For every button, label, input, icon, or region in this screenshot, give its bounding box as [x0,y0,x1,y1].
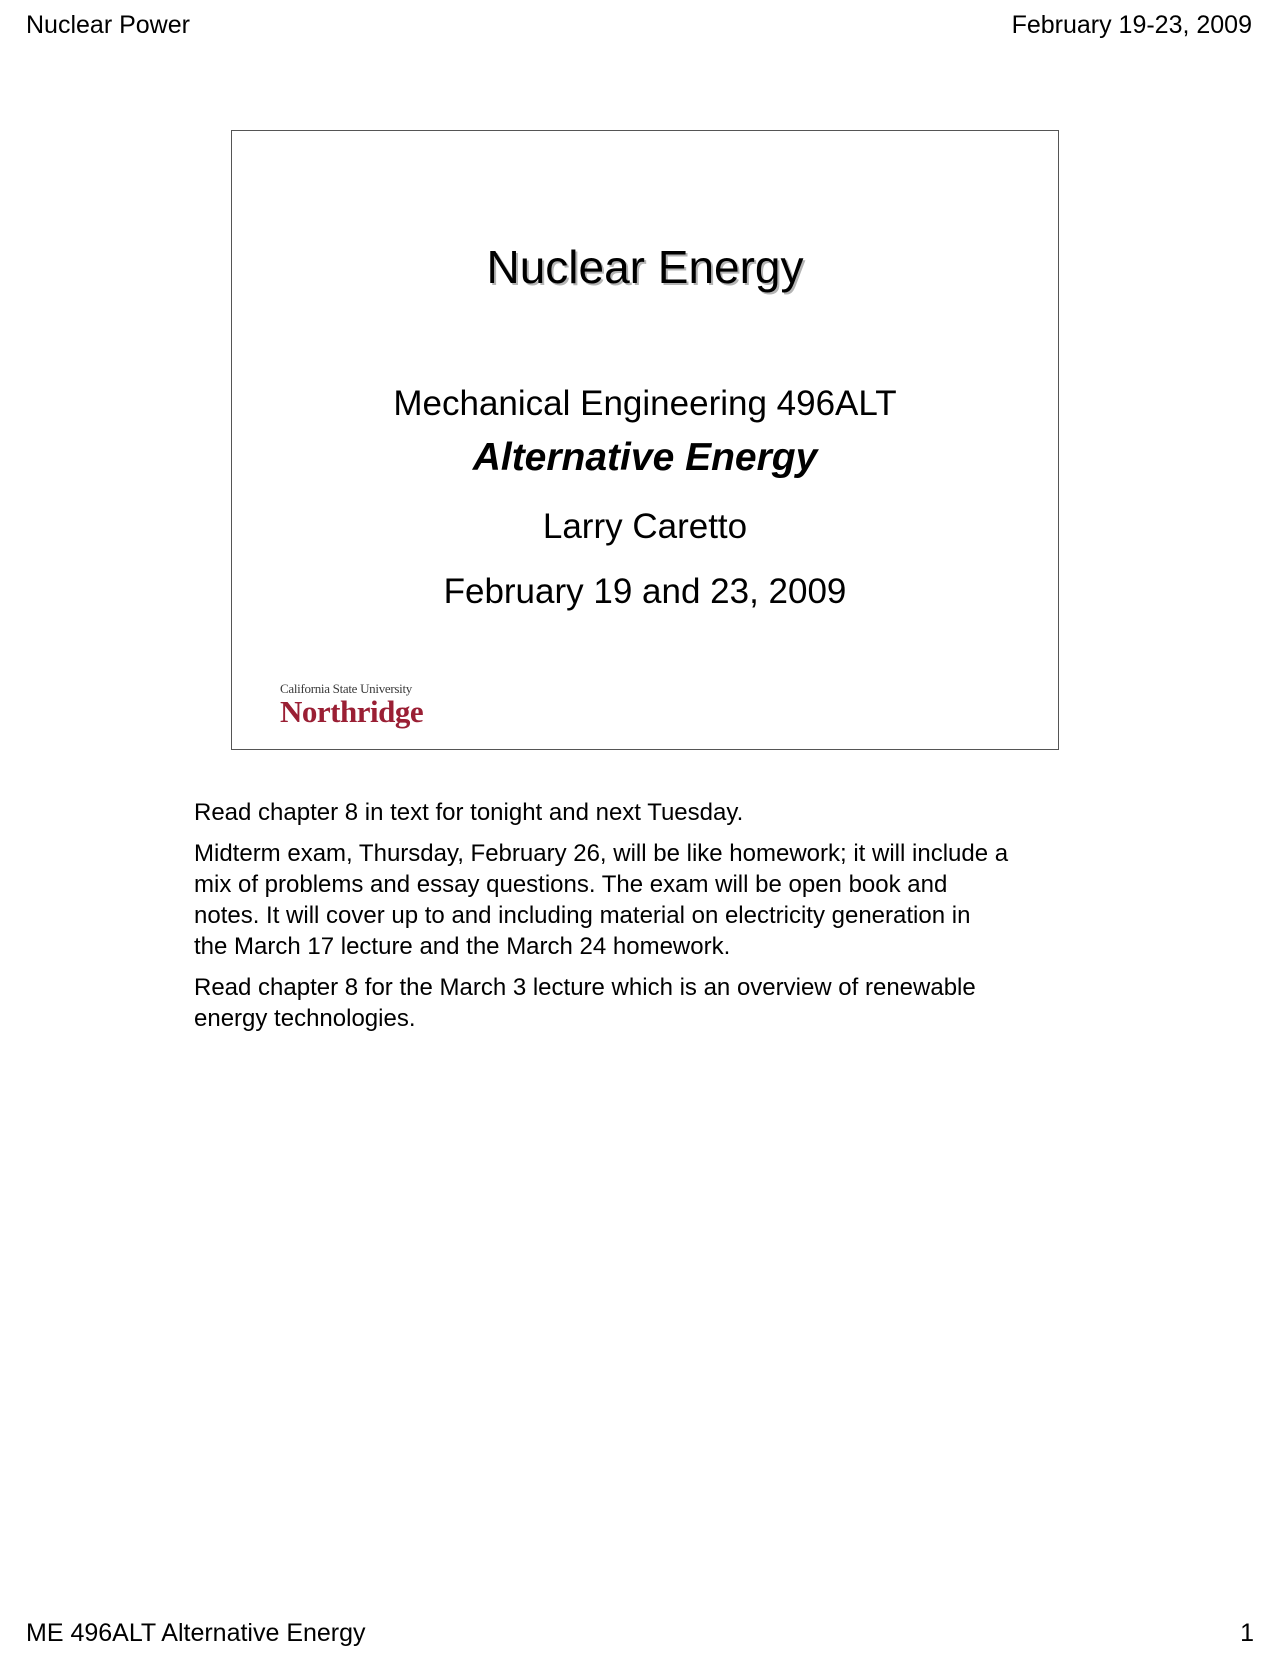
slide-author: Larry Caretto [542,507,748,546]
footer-course: ME 496ALT Alternative Energy [26,1619,366,1647]
notes-section [194,797,1094,1044]
page-number: 1 [1240,1619,1254,1647]
note-paragraph: Read chapter 8 in text for tonight and next Tuesday. [194,799,744,826]
slide-title: Nuclear Energy [486,241,804,293]
note-paragraph: Read chapter 8 for the March 3 lecture which is an overview of renewable energy technologies. [194,974,976,1032]
logo-main-text: Northridge [280,694,424,729]
note-paragraph: Midterm exam, Thursday, February 26, will be like homework; it will include a mix of problems and essay questions. The exam will be open book and notes. It will cover up to and including material on electricity generation in the March 17 lecture and the March 24 homework. [194,840,1009,960]
logo-top-text: California State University [280,681,412,696]
slide-course-name: Mechanical Engineering 496ALT [393,384,897,423]
slide-thumbnail [231,130,1059,750]
university-logo [280,681,423,728]
header-date: February 19-23, 2009 [1011,11,1252,39]
slide-date: February 19 and 23, 2009 [443,572,847,611]
slide-subtitle: Alternative Energy [472,436,818,479]
header-title: Nuclear Power [26,11,190,39]
